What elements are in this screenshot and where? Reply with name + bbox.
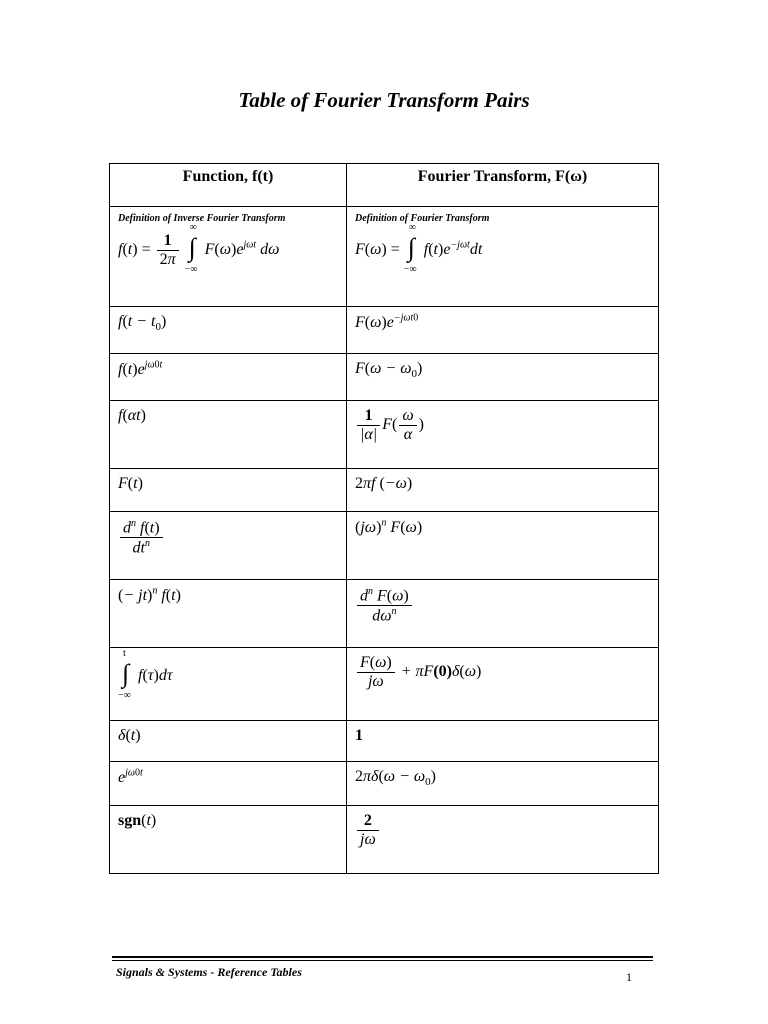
cell-function — [110, 401, 347, 469]
table-row — [110, 580, 659, 648]
footer-text: Signals & Systems - Reference Tables — [116, 965, 302, 979]
formula: $f(t - t_0)$ — [118, 313, 167, 334]
formula: t ∫ −∞ f(τ)dτ — [118, 648, 173, 701]
formula: $\frac{F(\omega)}{j\omega}$ + πF(0)δ(ω) — [355, 663, 481, 680]
formula: $\frac{2}{j\omega}$ — [355, 821, 381, 838]
table-row — [110, 307, 659, 354]
formula: (− jt)$^n$ f(t) — [118, 586, 181, 605]
table-row — [110, 648, 659, 721]
definition-label: Definition of Inverse Fourier Transform — [118, 213, 286, 224]
definition-label: Definition of Fourier Transform — [355, 213, 490, 224]
formula: $f(t)e^{j\omega 0t}$ — [118, 360, 163, 379]
cell-transform — [347, 354, 659, 401]
cell-function — [110, 512, 347, 580]
formula: $F(\omega - \omega_0)$ — [355, 360, 423, 381]
formula: $2\pi\delta(\omega - \omega_0)$ — [355, 768, 436, 789]
formula: $F(\omega)e^{-j\omega t0}$ — [355, 313, 419, 332]
cell-function — [110, 580, 347, 648]
footer-rule — [112, 956, 653, 958]
footer-rule — [112, 960, 653, 961]
cell-transform — [347, 469, 659, 512]
cell-transform — [347, 580, 659, 648]
table-row — [110, 512, 659, 580]
formula: $(j\omega)^n$ F(ω) — [355, 518, 423, 537]
cell-transform — [347, 207, 659, 307]
cell-transform — [347, 307, 659, 354]
formula: $e^{j\omega 0t}$ — [118, 768, 143, 787]
cell-function — [110, 721, 347, 762]
table-row — [110, 721, 659, 762]
cell-transform — [347, 401, 659, 469]
formula: F(ω) = ∞ ∫ −∞ $f(t)e^{-j\omega t}dt$ — [355, 222, 483, 275]
table-row — [110, 354, 659, 401]
header-function: Function, f(t) — [110, 164, 347, 207]
table-header-row — [110, 164, 659, 207]
formula: δ(t) — [118, 727, 141, 744]
formula: $\frac{d^n F(\omega)}{d\omega^n}$ — [355, 597, 414, 614]
cell-function — [110, 806, 347, 874]
cell-transform — [347, 512, 659, 580]
formula: 2πf (−ω) — [355, 475, 413, 492]
cell-function — [110, 648, 347, 721]
header-transform: Fourier Transform, F(ω) — [347, 164, 659, 207]
formula: sgn(t) — [118, 812, 157, 829]
table-row — [110, 207, 659, 307]
cell-transform — [347, 762, 659, 806]
formula: $\frac{1}{|\alpha|}$ F( $\frac{\omega}{\alpha}$ ) — [355, 416, 424, 433]
formula: f(t) = $\frac{1}{2\pi}$ ∞ ∫ −∞ $F(\omega)e^{j\omega t}$ dω — [118, 222, 280, 275]
formula: $\frac{d^n f(t)}{dt^n}$ — [118, 529, 165, 546]
fourier-table — [109, 163, 659, 874]
page-title: Table of Fourier Transform Pairs — [238, 88, 530, 112]
page-number: 1 — [626, 970, 632, 984]
cell-transform — [347, 806, 659, 874]
cell-function — [110, 469, 347, 512]
cell-function — [110, 354, 347, 401]
formula: F(t) — [118, 475, 143, 492]
table-row — [110, 762, 659, 806]
table-row — [110, 401, 659, 469]
table-row — [110, 806, 659, 874]
table-row — [110, 469, 659, 512]
cell-function — [110, 307, 347, 354]
cell-function — [110, 207, 347, 307]
cell-transform — [347, 721, 659, 762]
formula: 1 — [355, 727, 363, 744]
formula: f(αt) — [118, 407, 146, 424]
cell-transform — [347, 648, 659, 721]
cell-function — [110, 762, 347, 806]
